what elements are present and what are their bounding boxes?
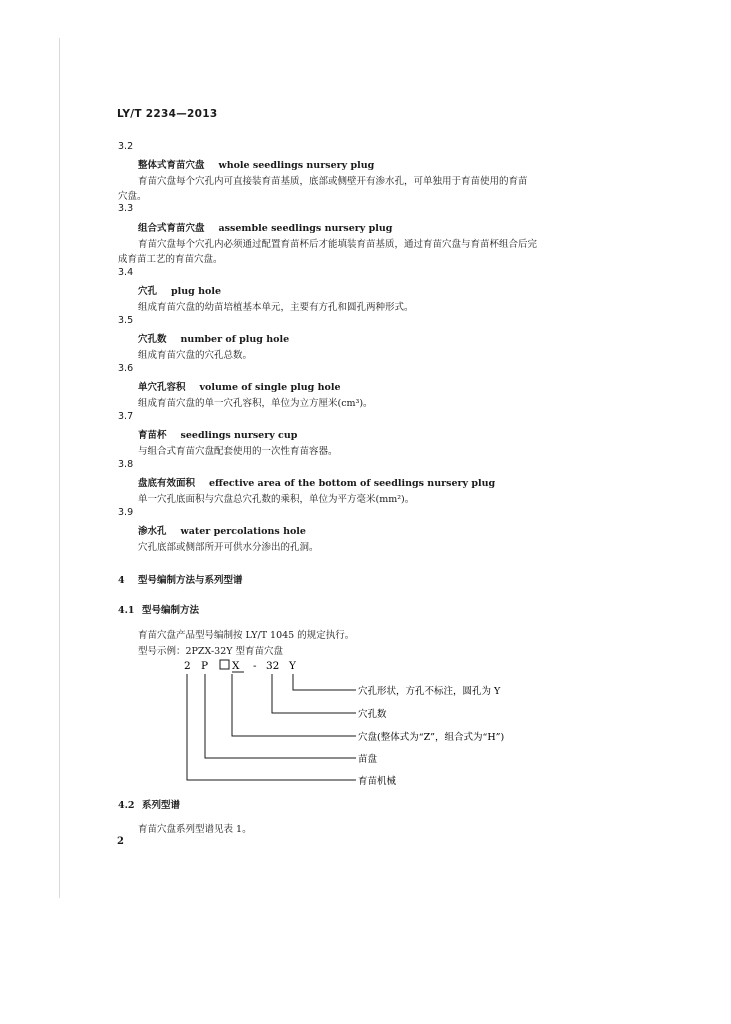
definition-line: 组成育苗穴盘的幼苗培植基本单元，主要有方孔和圆孔两种形式。 bbox=[138, 302, 414, 313]
standard-code: LY/T 2234—2013 bbox=[117, 108, 218, 120]
leader-line bbox=[272, 674, 356, 713]
term-zh: 穴孔数 bbox=[138, 334, 167, 345]
code-char: X bbox=[232, 660, 240, 672]
clause-number: 3.3 bbox=[118, 203, 134, 214]
section-title: 型号编制方法与系列型谱 bbox=[138, 575, 243, 586]
legend-label: 穴盘(整体式为“Z”，组合式为“H”) bbox=[358, 732, 505, 743]
clause-number: 3.2 bbox=[118, 141, 134, 152]
section-number: 4 bbox=[118, 575, 125, 586]
definition-line: 穴孔底部或侧部所开可供水分渗出的孔洞。 bbox=[138, 542, 319, 553]
term-en: volume of single plug hole bbox=[199, 382, 341, 393]
definition-line: 单一穴孔底面积与穴盘总穴孔数的乘积，单位为平方毫米(mm²)。 bbox=[138, 494, 415, 505]
term-en: number of plug hole bbox=[180, 334, 290, 345]
code-char: P bbox=[201, 660, 209, 672]
subsection-title: 型号编制方法 bbox=[142, 605, 200, 616]
code-char: Y bbox=[289, 660, 296, 672]
leader-line bbox=[293, 674, 356, 690]
legend-label: 穴孔数 bbox=[358, 709, 387, 720]
term-zh: 单穴孔容积 bbox=[138, 382, 186, 393]
clause-number: 3.8 bbox=[118, 459, 134, 470]
code-characters bbox=[184, 660, 297, 672]
term-zh: 整体式育苗穴盘 bbox=[138, 160, 205, 171]
term-zh: 盘底有效面积 bbox=[138, 478, 196, 489]
page-number: 2 bbox=[117, 836, 124, 847]
term-zh: 穴孔 bbox=[138, 286, 158, 297]
leader-line bbox=[232, 674, 356, 736]
clause-number: 3.6 bbox=[118, 363, 134, 374]
definition-line: 组成育苗穴盘的穴孔总数。 bbox=[138, 350, 253, 361]
definition-line: 育苗穴盘每个穴孔内必须通过配置育苗杯后才能填装育苗基质，通过育苗穴盘与育苗杯组合后完 bbox=[138, 239, 538, 250]
term-zh: 育苗杯 bbox=[138, 430, 167, 441]
definition-line: 成育苗工艺的育苗穴盘。 bbox=[118, 254, 223, 265]
code-char: 32 bbox=[266, 660, 280, 672]
definition-line: 组成育苗穴盘的单一穴孔容积，单位为立方厘米(cm³)。 bbox=[138, 398, 373, 409]
clause-number: 3.5 bbox=[118, 315, 134, 326]
legend-label: 穴孔形状，方孔不标注，圆孔为 Y bbox=[358, 686, 501, 697]
leader-lines bbox=[187, 674, 356, 780]
definition-line: 育苗穴盘每个穴孔内可直接装育苗基质，底部或侧壁开有渗水孔，可单独用于育苗使用的育苗 bbox=[138, 176, 528, 187]
leader-line bbox=[205, 674, 356, 758]
definition-line: 与组合式育苗穴盘配套使用的一次性育苗容器。 bbox=[138, 446, 338, 457]
subsection-number: 4.2 bbox=[118, 800, 135, 811]
term-en: plug hole bbox=[171, 286, 222, 297]
term-en: whole seedlings nursery plug bbox=[218, 160, 375, 171]
clause-number: 3.7 bbox=[118, 411, 134, 422]
body-line: 型号示例：2PZX-32Y 型育苗穴盘 bbox=[138, 646, 284, 657]
legend-label: 苗盘 bbox=[358, 754, 378, 765]
term-zh: 组合式育苗穴盘 bbox=[138, 223, 205, 234]
placeholder-box bbox=[220, 660, 229, 669]
code-char: - bbox=[253, 660, 257, 672]
body-line: 育苗穴盘产品型号编制按 LY/T 1045 的规定执行。 bbox=[138, 630, 355, 641]
term-en: water percolations hole bbox=[180, 526, 306, 537]
body-line: 育苗穴盘系列型谱见表 1。 bbox=[138, 824, 252, 835]
subsection-title: 系列型谱 bbox=[142, 800, 181, 811]
code-char: 2 bbox=[184, 660, 191, 672]
legend-labels bbox=[358, 685, 504, 787]
clause-number: 3.4 bbox=[118, 267, 134, 278]
term-en: seedlings nursery cup bbox=[180, 430, 298, 441]
term-en: assemble seedlings nursery plug bbox=[218, 223, 393, 234]
term-en: effective area of the bottom of seedlings nursery plug bbox=[209, 478, 496, 489]
subsection-heading bbox=[118, 797, 180, 811]
subsection-number: 4.1 bbox=[118, 605, 135, 616]
definition-line: 穴盘。 bbox=[118, 191, 147, 202]
term-zh: 渗水孔 bbox=[138, 526, 167, 537]
clause-number: 3.9 bbox=[118, 507, 134, 518]
legend-label: 育苗机械 bbox=[358, 776, 397, 787]
